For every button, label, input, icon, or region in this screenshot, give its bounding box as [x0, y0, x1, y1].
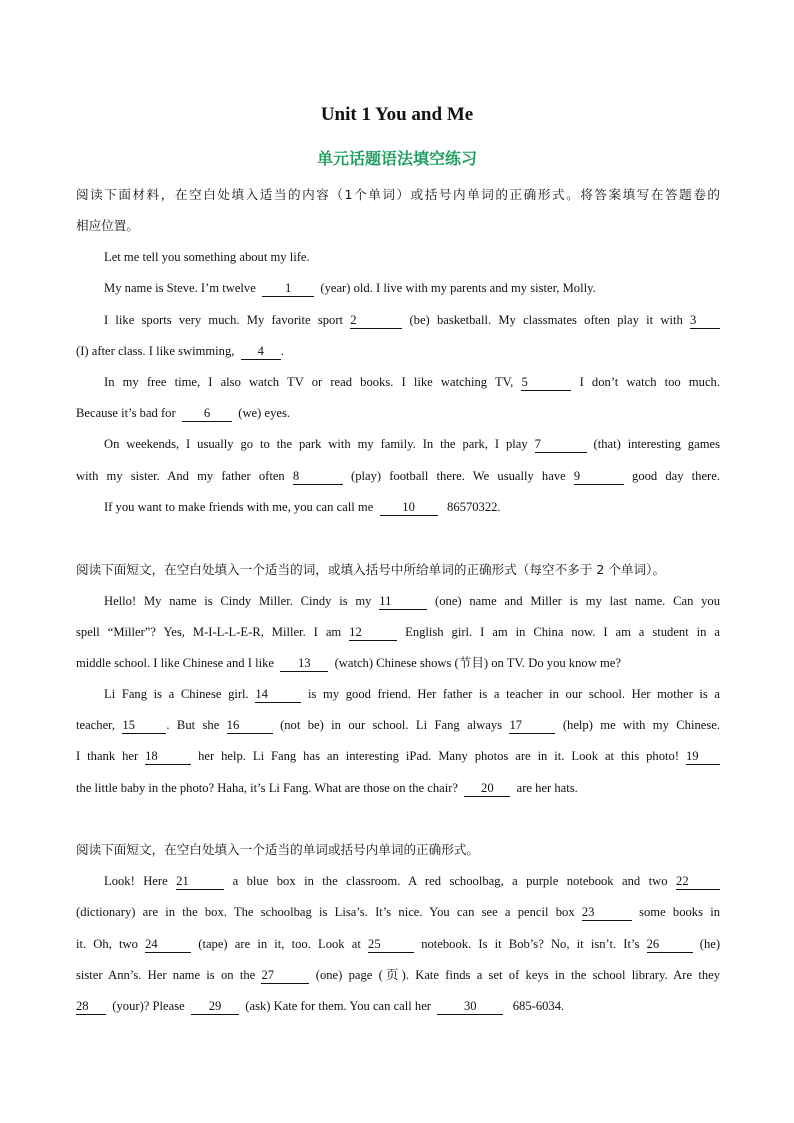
answer-blank-6[interactable]: 6	[182, 406, 232, 422]
s2-line: middle school. I like Chinese and I like 13 (watch) Chinese shows (节目) on TV. Do you know me?	[76, 656, 621, 670]
answer-blank-19[interactable]: 19	[686, 749, 720, 765]
answer-blank-21[interactable]: 21	[176, 874, 224, 890]
answer-blank-18[interactable]: 18	[145, 749, 191, 765]
s2-line: the little baby in the photo? Haha, it’s Li Fang. What are those on the chair? 20 are her hats.	[76, 781, 578, 795]
answer-blank-10[interactable]: 10	[380, 500, 438, 516]
s1-line: with my sister. And my father often 8 (play) football there. We usually have 9 good day there.	[76, 469, 720, 483]
answer-blank-12[interactable]: 12	[349, 625, 397, 641]
answer-blank-8[interactable]: 8	[293, 469, 343, 485]
answer-blank-1[interactable]: 1	[262, 281, 314, 297]
page-subtitle: 单元话题语法填空练习	[316, 149, 477, 168]
answer-blank-30[interactable]: 30	[437, 999, 503, 1015]
answer-blank-25[interactable]: 25	[368, 937, 414, 953]
section3-instruction: 阅读下面短文，在空白处填入一个适当的单词或括号内单词的正确形式。	[76, 842, 479, 857]
s3-line: 28 (your)? Please 29 (ask) Kate for them. You can call her 30 685-6034.	[76, 999, 565, 1013]
s3-line: it. Oh, two 24 (tape) are in it, too. Look at 25 notebook. Is it Bob’s? No, it isn’t. It’s 26 (he)	[76, 937, 721, 951]
s3-line: (dictionary) are in the box. The schoolbag is Lisa’s. It’s nice. You can see a pencil box 23 some books in	[76, 905, 721, 919]
answer-blank-24[interactable]: 24	[145, 937, 191, 953]
section2-instruction: 阅读下面短文，在空白处填入一个适当的词，或填入括号中所给单词的正确形式（每空不多于 2 个单词）。	[76, 562, 666, 577]
s1-line: Let me tell you something about my life.	[104, 250, 310, 264]
answer-blank-5[interactable]: 5	[521, 375, 571, 391]
answer-blank-3[interactable]: 3	[690, 313, 720, 329]
answer-blank-2[interactable]: 2	[350, 313, 402, 329]
answer-blank-17[interactable]: 17	[509, 718, 555, 734]
answer-blank-28[interactable]: 28	[76, 999, 106, 1015]
section1-instruction: 阅读下面材料，在空白处填入适当的内容（1个单词）或括号内单词的正确形式。将答案填写在答题卷的	[76, 187, 720, 202]
answer-blank-9[interactable]: 9	[574, 469, 624, 485]
section1-instruction-cont: 相应位置。	[76, 218, 139, 233]
s2-line: teacher, 15 . But she 16 (not be) in our school. Li Fang always 17 (help) me with my Chinese.	[76, 718, 721, 732]
s1-line: On weekends, I usually go to the park with my family. In the park, I play 7 (that) interesting games	[104, 437, 720, 451]
answer-blank-27[interactable]: 27	[261, 968, 309, 984]
answer-blank-20[interactable]: 20	[464, 781, 510, 797]
s2-line: I thank her 18 her help. Li Fang has an interesting iPad. Many photos are in it. Look at this photo! 19	[76, 746, 720, 766]
answer-blank-15[interactable]: 15	[122, 718, 166, 734]
s3-line: Look! Here 21 a blue box in the classroom. A red schoolbag, a purple notebook and two 22	[104, 871, 720, 891]
answer-blank-16[interactable]: 16	[227, 718, 273, 734]
answer-blank-14[interactable]: 14	[255, 687, 301, 703]
s1-line: If you want to make friends with me, you can call me 10 86570322.	[104, 500, 501, 514]
answer-blank-22[interactable]: 22	[676, 874, 720, 890]
answer-blank-11[interactable]: 11	[379, 594, 427, 610]
s2-line: Hello! My name is Cindy Miller. Cindy is my 11 (one) name and Miller is my last name. Can you	[104, 594, 721, 608]
answer-blank-23[interactable]: 23	[582, 905, 632, 921]
answer-blank-13[interactable]: 13	[280, 656, 328, 672]
s2-line: Li Fang is a Chinese girl. 14 is my good friend. Her father is a teacher in our school. Her mother is a	[104, 687, 721, 701]
s1-line: Because it’s bad for 6 (we) eyes.	[76, 406, 291, 420]
s1-line: In my free time, I also watch TV or read books. I like watching TV, 5 I don’t watch too much.	[104, 375, 721, 389]
answer-blank-7[interactable]: 7	[535, 437, 587, 453]
answer-blank-29[interactable]: 29	[191, 999, 239, 1015]
page-title: Unit 1 You and Me	[320, 104, 474, 125]
s1-line: (I) after class. I like swimming, 4 .	[76, 344, 284, 358]
s3-line: sister Ann’s. Her name is on the 27 (one) page (页). Kate finds a set of keys in the school library. Are they	[76, 968, 721, 982]
s1-line: My name is Steve. I’m twelve 1 (year) old. I live with my parents and my sister, Molly.	[104, 281, 596, 295]
s2-line: spell “Miller”? Yes, M-I-L-L-E-R, Miller. I am 12 English girl. I am in China now. I am a student in a	[76, 625, 720, 639]
answer-blank-4[interactable]: 4	[241, 344, 281, 360]
answer-blank-26[interactable]: 26	[647, 937, 693, 953]
s1-line: I like sports very much. My favorite sport 2 (be) basketball. My classmates often play it with 3	[104, 310, 720, 330]
